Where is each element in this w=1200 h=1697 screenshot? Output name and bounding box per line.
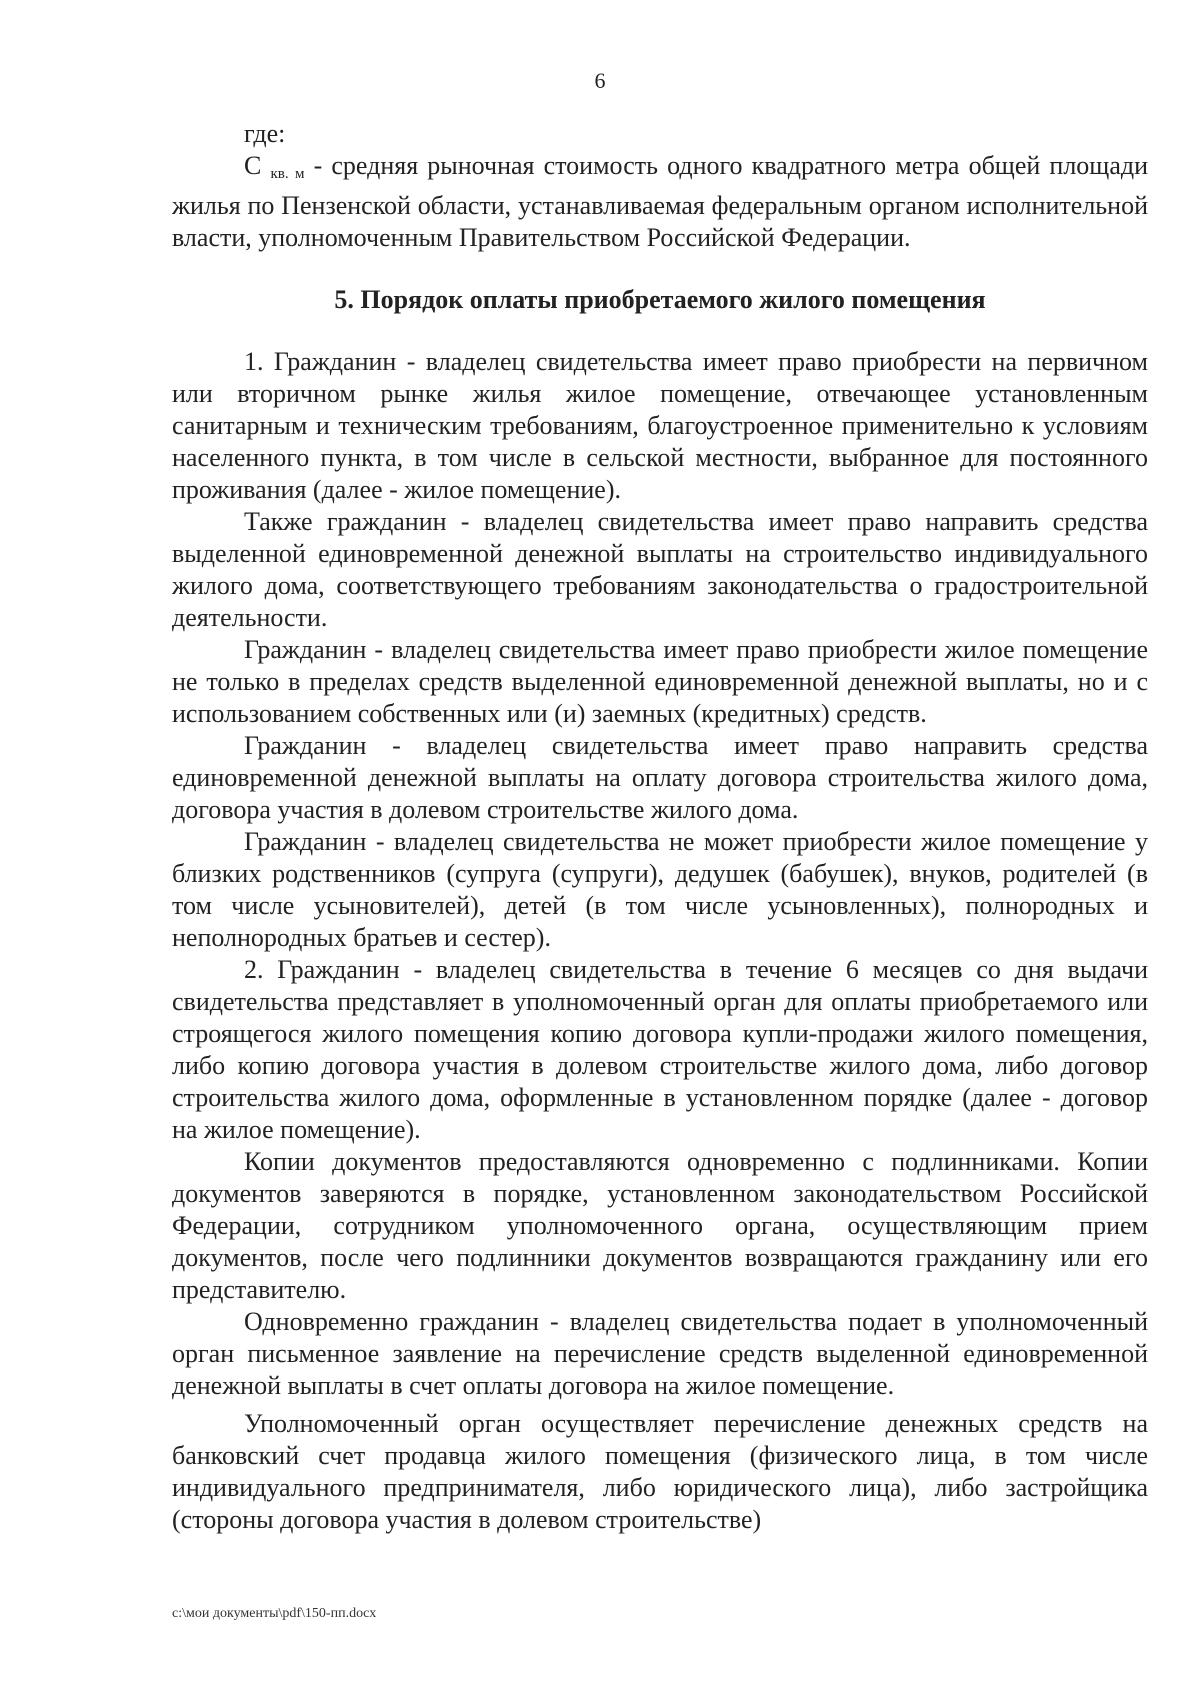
paragraph: 2. Гражданин - владелец свидетельства в течение 6 месяцев со дня выдачи свидетельства представляет в уполномоченный орган для оплаты приобретаемого или строящегося жилого помещения копию договора купли-продажи жилого помещения, либо копию договора участия в долевом строительстве жилого дома, либо договор строительства жилого дома, оформленные в установленном порядке (далее - договор на жилое помещение). (172, 955, 1148, 1144)
where-label: где: (244, 119, 286, 148)
formula-definition (172, 150, 1148, 254)
paragraph: Гражданин - владелец свидетельства не может приобрести жилое помещение у близких родственников (супруга (супруги), дедушек (бабушек), внуков, родителей (в том числе усыновителей), детей (в том числе усыновленных), полнородных и неполнородных братьев и сестер). (172, 827, 1148, 952)
paragraph: Гражданин - владелец свидетельства имеет право приобрести жилое помещение не только в пределах средств выделенной единовременной денежной выплаты, но и с использованием собственных или (и) заемных (кредитных) средств. (172, 635, 1148, 728)
paragraph: Копии документов предоставляются одновременно с подлинниками. Копии документов заверяются в порядке, установленном законодательством Российской Федерации, сотрудником уполномоченного органа, осуществляющим прием документов, после чего подлинники документов возвращаются гражданину или его представителю. (172, 1147, 1148, 1304)
footer-file-path: c:\мои документы\pdf\150-пп.docx (172, 1606, 377, 1621)
paragraph: Гражданин - владелец свидетельства имеет право направить средства единовременной денежной выплаты на оплату договора строительства жилого дома, договора участия в долевом строительстве жилого дома. (172, 731, 1148, 824)
section-heading: 5. Порядок оплаты приобретаемого жилого помещения (334, 285, 986, 314)
paragraph: Уполномоченный орган осуществляет перечисление денежных средств на банковский счет продавца жилого помещения (физического лица, в том числе индивидуального предпринимателя, либо юридического лица), либо застройщика (стороны договора участия в долевом строительстве) (172, 1409, 1148, 1534)
page-number: 6 (594, 68, 606, 93)
formula-subscript: кв. м (270, 166, 305, 182)
paragraph: Также гражданин - владелец свидетельства имеет право направить средства выделенной единовременной денежной выплаты на строительство индивидуального жилого дома, соответствующего требованиям законодательства о градостроительной деятельности. (172, 507, 1148, 632)
paragraph: 1. Гражданин - владелец свидетельства имеет право приобрести на первичном или вторичном рынке жилья жилое помещение, отвечающее установленным санитарным и техническим требованиям, благоустроенное применительно к условиям населенного пункта, в том числе в сельской местности, выбранное для постоянного проживания (далее - жилое помещение). (172, 347, 1148, 504)
formula-symbol: С (244, 151, 262, 180)
document-body (172, 118, 1148, 1536)
paragraph: Одновременно гражданин - владелец свидетельства подает в уполномоченный орган письменное заявление на перечисление средств выделенной единовременной денежной выплаты в счет оплаты договора на жилое помещение. (172, 1307, 1148, 1400)
formula-definition-text: - средняя рыночная стоимость одного квадратного метра общей площади жилья по Пензенской области, устанавливаемая федеральным органом исполнительной власти, уполномоченным Правительством Российской Федерации. (172, 151, 1148, 252)
